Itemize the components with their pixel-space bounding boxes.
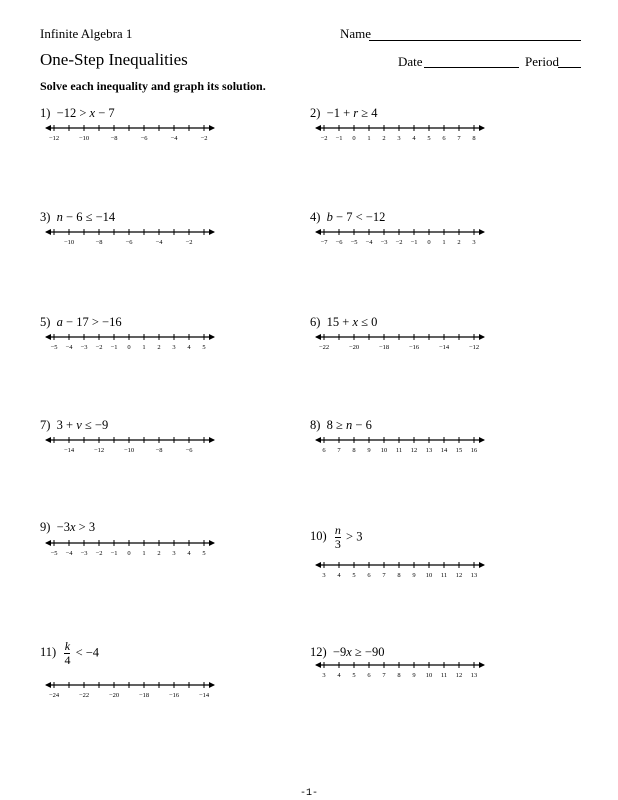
period-blank-line[interactable] xyxy=(558,67,581,68)
tick-label: −22 xyxy=(318,344,330,350)
tick-label: 9 xyxy=(412,672,416,678)
tick-label: −2 xyxy=(200,135,208,141)
tick-label: 6 xyxy=(442,135,446,141)
inequality-text: ≤ −9 xyxy=(81,418,109,432)
variable: n xyxy=(346,418,353,432)
tick-label: −5 xyxy=(50,344,58,350)
tick-label: 1 xyxy=(142,344,146,350)
problem-number: 8) xyxy=(310,418,327,432)
tick-label: 13 xyxy=(470,572,478,578)
arrow-right-icon xyxy=(479,334,485,340)
tick-label: 2 xyxy=(157,550,161,556)
tick-label: 4 xyxy=(337,572,341,578)
inequality-text: −1 + xyxy=(326,106,354,120)
tick-label: −1 xyxy=(110,550,118,556)
arrow-right-icon xyxy=(479,437,485,443)
tick-label: −2 xyxy=(185,239,193,245)
tick-label: 7 xyxy=(382,672,386,678)
problem-number: 11) xyxy=(40,645,63,660)
inequality-text: ≥ 4 xyxy=(358,106,378,120)
arrow-right-icon xyxy=(479,562,485,568)
number-line[interactable] xyxy=(44,227,216,245)
worksheet-title: One-Step Inequalities xyxy=(40,50,188,69)
tick-label: −12 xyxy=(93,447,105,453)
arrow-left-icon xyxy=(45,125,51,131)
tick-label: −14 xyxy=(198,692,210,698)
arrow-right-icon xyxy=(209,334,215,340)
tick-label: 6 xyxy=(367,572,371,578)
arrow-left-icon xyxy=(315,125,321,131)
tick-label: 7 xyxy=(337,447,341,453)
problem-number: 4) xyxy=(310,210,327,224)
fraction xyxy=(335,524,341,551)
page-number: -1- xyxy=(299,788,318,799)
tick-label: 3 xyxy=(172,344,176,350)
variable: b xyxy=(326,210,333,224)
variable: x xyxy=(346,645,352,659)
tick-label: 16 xyxy=(470,447,478,453)
problem-number: 2) xyxy=(310,106,327,120)
tick-label: 14 xyxy=(440,447,448,453)
tick-label: −8 xyxy=(95,239,103,245)
variable: a xyxy=(56,315,63,329)
problem-number: 1) xyxy=(40,106,57,120)
fraction xyxy=(64,640,70,667)
variable: x xyxy=(89,106,96,120)
inequality xyxy=(57,520,95,534)
tick-label: 8 xyxy=(472,135,476,141)
variable: r xyxy=(353,106,359,120)
inequality-text: ≤ 0 xyxy=(358,315,378,329)
tick-label: 0 xyxy=(427,239,431,245)
tick-label: −8 xyxy=(110,135,118,141)
inequality-text: − 7 < −12 xyxy=(332,210,386,224)
inequality-text: −12 > xyxy=(56,106,90,120)
problem-statement xyxy=(310,418,372,433)
inequality-text: −3 xyxy=(56,520,70,534)
problem-statement xyxy=(40,640,99,667)
number-line[interactable] xyxy=(44,123,216,141)
inequality-text: 8 ≥ xyxy=(326,418,347,432)
variable: x xyxy=(352,315,359,329)
inequality-text: 15 + xyxy=(326,315,353,329)
tick-label: −3 xyxy=(80,344,88,350)
tick-label: −1 xyxy=(335,135,343,141)
tick-label: −16 xyxy=(168,692,180,698)
tick-label: −6 xyxy=(335,239,343,245)
arrow-right-icon xyxy=(479,662,485,668)
instructions: Solve each inequality and graph its solution. xyxy=(40,79,266,93)
tick-label: −2 xyxy=(395,239,403,245)
tick-label: 10 xyxy=(425,672,433,678)
number-line[interactable] xyxy=(314,332,486,350)
number-line[interactable] xyxy=(44,538,216,556)
number-line[interactable] xyxy=(44,332,216,350)
variable: x xyxy=(69,520,76,534)
inequality xyxy=(57,315,122,329)
tick-label: 0 xyxy=(127,550,131,556)
tick-label: −10 xyxy=(63,239,75,245)
tick-label: −3 xyxy=(80,550,88,556)
date-blank-line[interactable] xyxy=(424,67,519,68)
tick-label: −10 xyxy=(78,135,90,141)
inequality-text: − 6 xyxy=(352,418,372,432)
tick-label: −2 xyxy=(320,135,328,141)
tick-label: 1 xyxy=(367,135,371,141)
tick-label: 6 xyxy=(367,672,371,678)
problem-number: 3) xyxy=(40,210,57,224)
tick-label: −18 xyxy=(378,344,390,350)
tick-label: 8 xyxy=(397,672,401,678)
problem-statement xyxy=(310,315,377,330)
name-label: Name xyxy=(340,26,372,41)
tick-label: −4 xyxy=(65,550,73,556)
inequality xyxy=(57,106,115,120)
tick-label: −2 xyxy=(95,550,103,556)
arrow-left-icon xyxy=(45,229,51,235)
problem-statement xyxy=(40,210,115,225)
problem-statement xyxy=(310,106,378,121)
tick-label: 2 xyxy=(157,344,161,350)
tick-label: 12 xyxy=(455,572,463,578)
tick-label: −1 xyxy=(410,239,418,245)
number-line[interactable] xyxy=(44,680,216,698)
tick-label: −6 xyxy=(125,239,133,245)
variable: n xyxy=(56,210,63,224)
tick-label: 5 xyxy=(202,344,206,350)
tick-label: −12 xyxy=(48,135,60,141)
tick-label: 5 xyxy=(352,572,356,578)
arrow-right-icon xyxy=(479,125,485,131)
period-label: Period xyxy=(525,54,559,69)
tick-label: −22 xyxy=(78,692,90,698)
arrow-right-icon xyxy=(479,229,485,235)
tick-label: 9 xyxy=(412,572,416,578)
tick-label: 4 xyxy=(412,135,416,141)
tick-label: 5 xyxy=(202,550,206,556)
arrow-left-icon xyxy=(45,682,51,688)
inequality xyxy=(327,106,378,120)
problem-number: 6) xyxy=(310,315,327,329)
fraction-denominator: 4 xyxy=(64,653,71,667)
arrow-right-icon xyxy=(209,682,215,688)
tick-label: 3 xyxy=(322,572,326,578)
number-line[interactable] xyxy=(314,435,486,453)
variable: v xyxy=(76,418,82,432)
problem-statement xyxy=(40,520,95,535)
tick-label: 15 xyxy=(455,447,463,453)
tick-label: 11 xyxy=(440,672,448,678)
inequality xyxy=(333,645,385,659)
problem-statement xyxy=(310,645,384,660)
arrow-left-icon xyxy=(45,540,51,546)
problem-number: 9) xyxy=(40,520,57,534)
inequality xyxy=(62,639,100,667)
tick-label: 5 xyxy=(427,135,431,141)
arrow-right-icon xyxy=(209,540,215,546)
problem-statement xyxy=(40,418,108,433)
fraction-numerator: k xyxy=(64,639,71,653)
arrow-left-icon xyxy=(315,662,321,668)
arrow-left-icon xyxy=(315,229,321,235)
tick-label: 0 xyxy=(127,344,131,350)
tick-label: −5 xyxy=(50,550,58,556)
problem-number: 10) xyxy=(310,529,333,544)
inequality-rhs: < −4 xyxy=(72,646,100,660)
number-line[interactable] xyxy=(314,123,486,141)
inequality-text: − 7 xyxy=(95,106,115,120)
tick-label: 2 xyxy=(457,239,461,245)
tick-label: −20 xyxy=(108,692,120,698)
tick-label: 4 xyxy=(337,672,341,678)
tick-label: −7 xyxy=(320,239,328,245)
tick-label: 1 xyxy=(442,239,446,245)
inequality xyxy=(57,210,115,224)
tick-label: 5 xyxy=(352,672,356,678)
tick-label: 7 xyxy=(457,135,461,141)
tick-label: −14 xyxy=(63,447,75,453)
tick-label: −24 xyxy=(48,692,60,698)
inequality xyxy=(327,315,378,329)
tick-label: 13 xyxy=(470,672,478,678)
tick-label: −16 xyxy=(408,344,420,350)
tick-label: 10 xyxy=(425,572,433,578)
arrow-right-icon xyxy=(209,437,215,443)
arrow-left-icon xyxy=(315,437,321,443)
course-name: Infinite Algebra 1 xyxy=(40,26,133,41)
fraction-numerator: n xyxy=(334,523,341,537)
tick-label: 0 xyxy=(352,135,356,141)
tick-label: 1 xyxy=(142,550,146,556)
inequality-text: −9 xyxy=(332,645,347,659)
problem-number: 12) xyxy=(310,645,333,659)
tick-label: −1 xyxy=(110,344,118,350)
tick-label: −2 xyxy=(95,344,103,350)
number-line[interactable] xyxy=(44,435,216,453)
arrow-left-icon xyxy=(45,437,51,443)
tick-label: 3 xyxy=(172,550,176,556)
tick-label: −6 xyxy=(185,447,193,453)
inequality-text: 3 + xyxy=(56,418,77,432)
tick-label: 11 xyxy=(395,447,403,453)
tick-label: 6 xyxy=(322,447,326,453)
inequality-text: > 3 xyxy=(75,520,96,534)
tick-label: −10 xyxy=(123,447,135,453)
problem-statement xyxy=(40,315,122,330)
tick-label: 10 xyxy=(380,447,388,453)
tick-label: −12 xyxy=(468,344,480,350)
tick-label: 2 xyxy=(382,135,386,141)
arrow-left-icon xyxy=(315,562,321,568)
tick-label: −4 xyxy=(170,135,178,141)
date-label: Date xyxy=(398,54,423,69)
inequality-text: ≥ −90 xyxy=(351,645,385,659)
tick-label: −6 xyxy=(140,135,148,141)
problem-number: 5) xyxy=(40,315,57,329)
tick-label: 8 xyxy=(352,447,356,453)
name-blank-line[interactable] xyxy=(369,40,581,41)
problem-number: 7) xyxy=(40,418,57,432)
inequality-rhs: > 3 xyxy=(342,530,363,544)
tick-label: 3 xyxy=(322,672,326,678)
tick-label: 4 xyxy=(187,344,191,350)
number-line[interactable] xyxy=(314,227,486,245)
tick-label: −8 xyxy=(155,447,163,453)
tick-label: 11 xyxy=(440,572,448,578)
inequality xyxy=(333,523,363,551)
tick-label: −4 xyxy=(155,239,163,245)
tick-label: 12 xyxy=(455,672,463,678)
inequality xyxy=(327,210,386,224)
tick-label: 9 xyxy=(367,447,371,453)
tick-label: −3 xyxy=(380,239,388,245)
tick-label: 13 xyxy=(425,447,433,453)
arrow-right-icon xyxy=(209,125,215,131)
tick-label: 12 xyxy=(410,447,418,453)
tick-label: 7 xyxy=(382,572,386,578)
tick-label: 4 xyxy=(187,550,191,556)
problem-statement xyxy=(40,106,115,121)
fraction-denominator: 3 xyxy=(334,537,341,551)
inequality-text: − 17 > −16 xyxy=(62,315,122,329)
number-line[interactable] xyxy=(314,660,486,678)
tick-label: −14 xyxy=(438,344,450,350)
tick-label: −20 xyxy=(348,344,360,350)
tick-label: 3 xyxy=(472,239,476,245)
problem-statement xyxy=(310,210,385,225)
tick-label: −4 xyxy=(65,344,73,350)
inequality xyxy=(327,418,372,432)
tick-label: 8 xyxy=(397,572,401,578)
tick-label: −18 xyxy=(138,692,150,698)
problem-statement xyxy=(310,524,362,551)
tick-label: 3 xyxy=(397,135,401,141)
arrow-left-icon xyxy=(45,334,51,340)
arrow-left-icon xyxy=(315,334,321,340)
arrow-right-icon xyxy=(209,229,215,235)
inequality xyxy=(57,418,109,432)
inequality-text: − 6 ≤ −14 xyxy=(62,210,116,224)
number-line[interactable] xyxy=(314,560,486,578)
tick-label: −4 xyxy=(365,239,373,245)
tick-label: −5 xyxy=(350,239,358,245)
